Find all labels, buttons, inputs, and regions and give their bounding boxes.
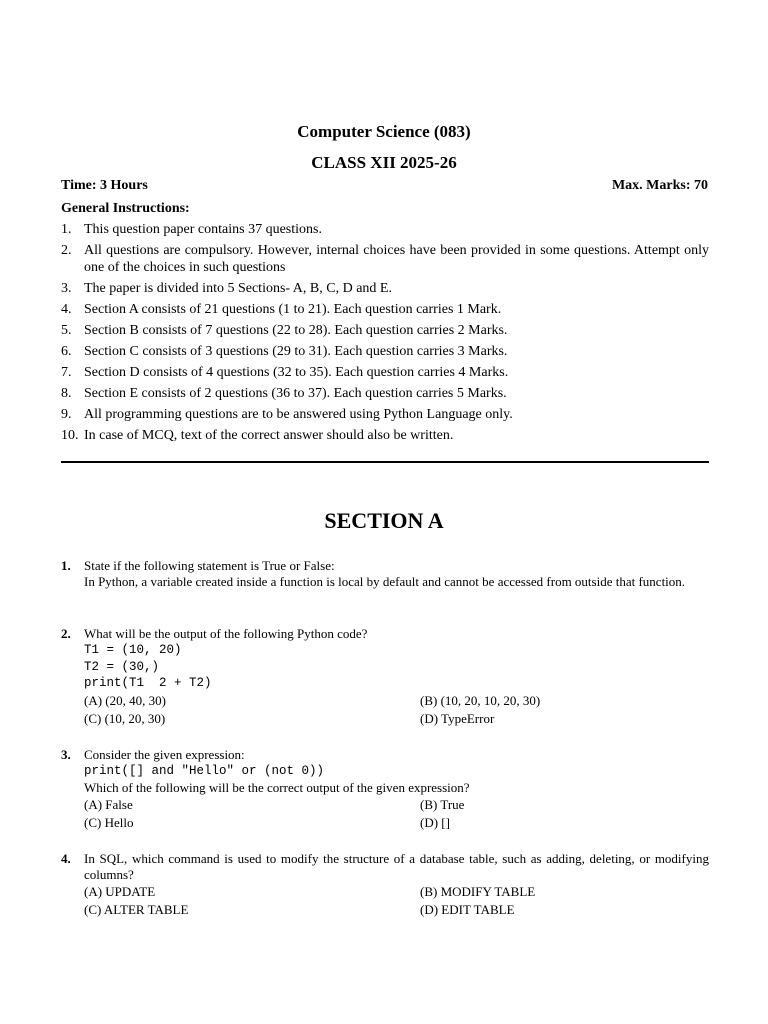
options-grid — [84, 884, 709, 918]
instruction-item — [61, 406, 709, 423]
instruction-text: Section D consists of 4 questions (32 to 35). Each question carries 4 Marks. — [84, 365, 509, 380]
instruction-number: 2. — [61, 243, 72, 258]
question-number: 1. — [61, 558, 71, 573]
instruction-text: Section E consists of 2 questions (36 to 37). Each question carries 5 Marks. — [84, 386, 507, 401]
instruction-item — [61, 364, 709, 381]
instruction-item — [61, 322, 709, 339]
section-title: SECTION A — [324, 508, 444, 533]
option-b: (B) (10, 20, 10, 20, 30) — [420, 692, 541, 708]
question-3 — [61, 747, 709, 831]
code-line: print([] and "Hello" or (not 0)) — [84, 764, 325, 778]
code-line: print(T1 2 + T2) — [84, 676, 212, 690]
instruction-number: 5. — [61, 323, 72, 338]
subject-title: Computer Science (083) — [297, 122, 471, 141]
instruction-number: 3. — [61, 281, 72, 296]
question-text: State if the following statement is True or False: — [84, 558, 335, 573]
instruction-item — [61, 343, 709, 360]
instruction-text: Section C consists of 3 questions (29 to 31). Each question carries 3 Marks. — [84, 344, 508, 359]
instruction-item — [61, 301, 709, 318]
option-c: (C) ALTER TABLE — [84, 902, 189, 917]
options-grid — [84, 693, 709, 727]
question-text: In SQL, which command is used to modify the structure of a database table, such as adding, deleting, or modifying columns? — [84, 851, 709, 882]
option-b: (B) MODIFY TABLE — [420, 884, 536, 899]
instructions-list — [61, 221, 709, 448]
instruction-number: 7. — [61, 365, 72, 380]
question-number: 3. — [61, 747, 71, 762]
time-label: Time: 3 Hours — [61, 178, 148, 193]
question-text: In Python, a variable created inside a function is local by default and cannot be accessed from outside that function. — [84, 574, 686, 589]
question-text: What will be the output of the following Python code? — [84, 626, 368, 641]
option-c: (C) (10, 20, 30) — [84, 710, 166, 726]
code-line: T1 = (10, 20) — [84, 643, 182, 657]
question-number: 4. — [61, 851, 71, 866]
instruction-item — [61, 242, 709, 276]
instruction-item — [61, 280, 709, 297]
option-a: (A) (20, 40, 30) — [84, 692, 166, 708]
option-d: (D) TypeError — [420, 710, 495, 726]
instruction-number: 10. — [61, 428, 79, 443]
question-1 — [61, 558, 709, 590]
instructions-heading: General Instructions: — [61, 201, 190, 216]
question-4 — [61, 851, 709, 918]
option-d: (D) [] — [420, 814, 450, 830]
instruction-text: All programming questions are to be answered using Python Language only. — [84, 407, 513, 422]
question-number: 2. — [61, 626, 71, 641]
divider-rule — [61, 461, 709, 463]
max-marks-label: Max. Marks: 70 — [611, 178, 708, 193]
question-text: Which of the following will be the correct output of the given expression? — [84, 779, 470, 795]
option-c: (C) Hello — [84, 814, 134, 830]
option-a: (A) UPDATE — [84, 884, 156, 899]
instruction-number: 9. — [61, 407, 72, 422]
instruction-number: 6. — [61, 344, 72, 359]
instruction-number: 8. — [61, 386, 72, 401]
instruction-text: The paper is divided into 5 Sections- A, B, C, D and E. — [84, 281, 392, 296]
instruction-text: All questions are compulsory. However, internal choices have been provided in some questions. Attempt only one of the choices in such questions — [84, 243, 709, 275]
options-grid — [84, 797, 709, 831]
code-line: T2 = (30,) — [84, 659, 160, 674]
question-text: Consider the given expression: — [84, 747, 245, 762]
instruction-item — [61, 385, 709, 402]
option-d: (D) EDIT TABLE — [420, 902, 515, 917]
instruction-text: Section B consists of 7 questions (22 to 28). Each question carries 2 Marks. — [84, 323, 508, 338]
instruction-text: In case of MCQ, text of the correct answer should also be written. — [84, 428, 454, 443]
option-a: (A) False — [84, 796, 133, 812]
instruction-number: 1. — [61, 222, 72, 237]
instruction-text: Section A consists of 21 questions (1 to 21). Each question carries 1 Mark. — [84, 302, 502, 317]
option-b: (B) True — [420, 796, 465, 812]
class-title: CLASS XII 2025-26 — [311, 153, 457, 172]
instruction-text: This question paper contains 37 questions. — [84, 222, 322, 237]
question-2 — [61, 626, 709, 727]
instruction-item — [61, 221, 709, 238]
instruction-number: 4. — [61, 302, 72, 317]
instruction-item — [61, 427, 709, 444]
